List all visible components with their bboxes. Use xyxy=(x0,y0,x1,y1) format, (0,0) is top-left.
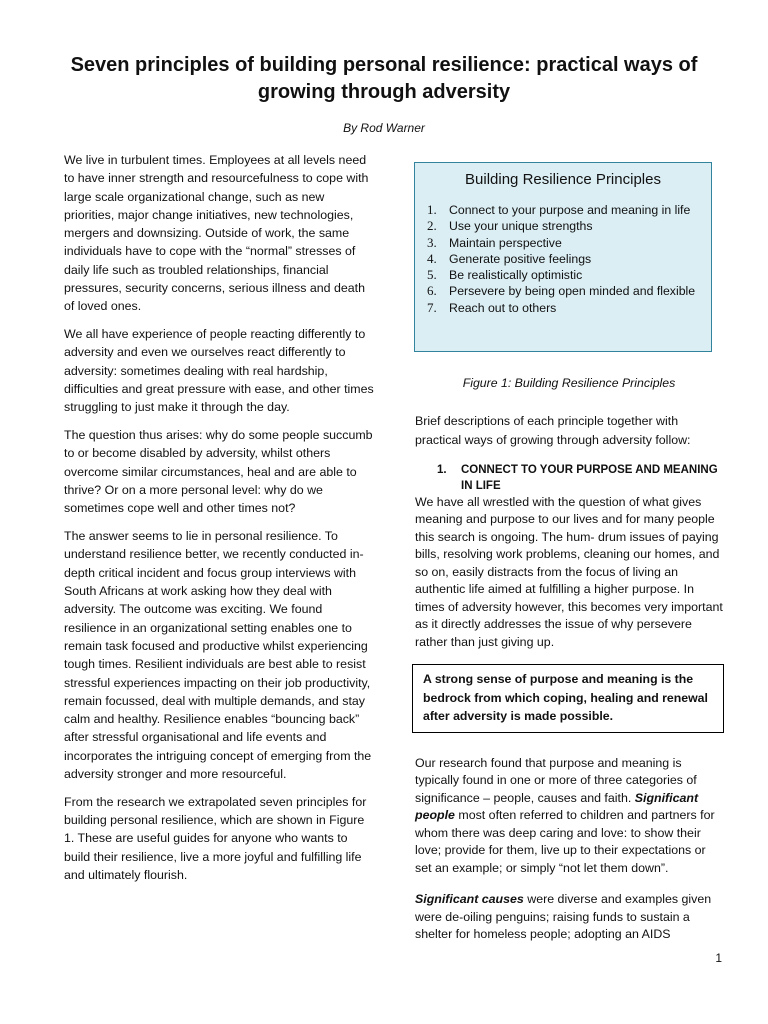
left-column xyxy=(64,151,374,894)
list-item-text: Be realistically optimistic xyxy=(449,268,583,283)
list-item xyxy=(427,267,699,283)
list-item xyxy=(427,202,699,218)
list-number: 3. xyxy=(427,234,437,250)
research-paragraph xyxy=(415,755,723,878)
causes-paragraph xyxy=(415,891,723,944)
pull-quote: A strong sense of purpose and meaning is the bedrock from which coping, healing and renewal after adversity is made possible. xyxy=(412,664,724,733)
list-number: 7. xyxy=(427,299,437,315)
principles-box-title: Building Resilience Principles xyxy=(465,171,661,188)
list-item-text: Connect to your purpose and meaning in life xyxy=(449,203,691,217)
list-item xyxy=(427,218,699,234)
list-item xyxy=(427,235,699,251)
list-number: 6. xyxy=(427,283,437,299)
list-number: 5. xyxy=(427,267,437,283)
list-item xyxy=(427,251,699,267)
list-item xyxy=(427,300,699,316)
paragraph: We live in turbulent times. Employees at all levels need to have inner strength and resourcefulness to cope with large scale organizational change, such as new priorities, major change initiatives, new technologies, mergers and downsizing. Outside of work, the same individuals have to cope with the “normal” stresses of daily life such as troubled relationships, financial pressures, security concerns, serious illness and death of loved ones. xyxy=(64,153,369,314)
emphasis-significant-people: Significant people xyxy=(415,790,699,822)
paragraph: The question thus arises: why do some people succumb to or become disabled by adversity, whilst others overcome similar circumstances, heal and are able to thrive? Or on a more personal level: why do we sometimes cope well and other times not? xyxy=(64,428,373,516)
section-number: 1. xyxy=(437,463,447,476)
list-item-text: Use your unique strengths xyxy=(449,219,593,234)
principles-list xyxy=(427,202,699,316)
byline: By Rod Warner xyxy=(343,121,425,135)
research-text-continued: most often referred to children and partners for whom there was deep caring and love: to show their love; provide for them, live up to their expectations or set an example; or simply “not let them down”. xyxy=(415,808,715,875)
figure-caption: Figure 1: Building Resilience Principles xyxy=(462,376,676,390)
list-item-text: Maintain perspective xyxy=(449,235,562,250)
list-item xyxy=(427,283,699,299)
paragraph: We all have experience of people reacting differently to adversity and even we ourselves react differently to adversity: sometimes dealing with real hardship, difficulties and great pressure with ease, and other times struggling to just make it through the day. xyxy=(64,327,374,415)
research-text: Our research found that purpose and meaning is typically found in one or more of three categories of significance – people, causes and faith. xyxy=(415,755,697,805)
list-number: 4. xyxy=(427,250,437,266)
paragraph: The answer seems to lie in personal resilience. To understand resilience better, we recently conducted in-depth critical incident and focus group interviews with South Africans at work asking how they deal with adversity. The outcome was exciting. We found resilience in an organizational setting enables one to remain task focused and productive whilst experiencing tough times. Resilient individuals are best able to resist stressful experiences impacting on their job productivity, remain focussed, deal with multiple demands, and stay calm and healthy. Resilience enables “bouncing back” after stressful organisational and life events and incorporates the intriguing concept of emerging from the adversity stronger and more resourceful. xyxy=(64,529,372,781)
document-title: Seven principles of building personal resilience: practical ways of growing through adversity xyxy=(70,54,698,103)
page-number: 1 xyxy=(715,951,722,965)
causes-text: were diverse and examples given were de-oiling penguins; raising funds to sustain a shelter for homeless people; adopting an AIDS xyxy=(415,892,712,941)
list-item-text: Generate positive feelings xyxy=(449,251,592,266)
paragraph: From the research we extrapolated seven principles for building personal resilience, which are shown in Figure 1. These are useful guides for anyone who wants to build their resilience, live a more joyful and fulfilling life and ultimately flourish. xyxy=(64,794,367,882)
principles-box xyxy=(414,162,712,352)
intro-paragraph: Brief descriptions of each principle together with practical ways of growing through adversity follow: xyxy=(415,413,691,447)
section-heading xyxy=(415,462,723,494)
list-number: 2. xyxy=(427,218,437,234)
section-paragraph: We have all wrestled with the question of what gives meaning and purpose to our lives and for many people this search is ongoing. The hum- drum issues of paying bills, resolving work problems, cleaning our homes, and so on, easily distracts from the focus of living an authentic life aimed at fulfilling a higher purpose. In times of adversity however, this becomes very important as it directly addresses the issue of why persevere rather than just giving up. xyxy=(415,494,723,649)
list-item-text: Persevere by being open minded and flexible xyxy=(449,284,696,299)
list-number: 1. xyxy=(427,202,437,217)
section-heading-text: CONNECT TO YOUR PURPOSE AND MEANING IN LIFE xyxy=(461,463,718,492)
right-column xyxy=(415,162,723,944)
list-item-text: Reach out to others xyxy=(449,300,557,315)
emphasis-significant-causes: Significant causes xyxy=(415,892,524,906)
